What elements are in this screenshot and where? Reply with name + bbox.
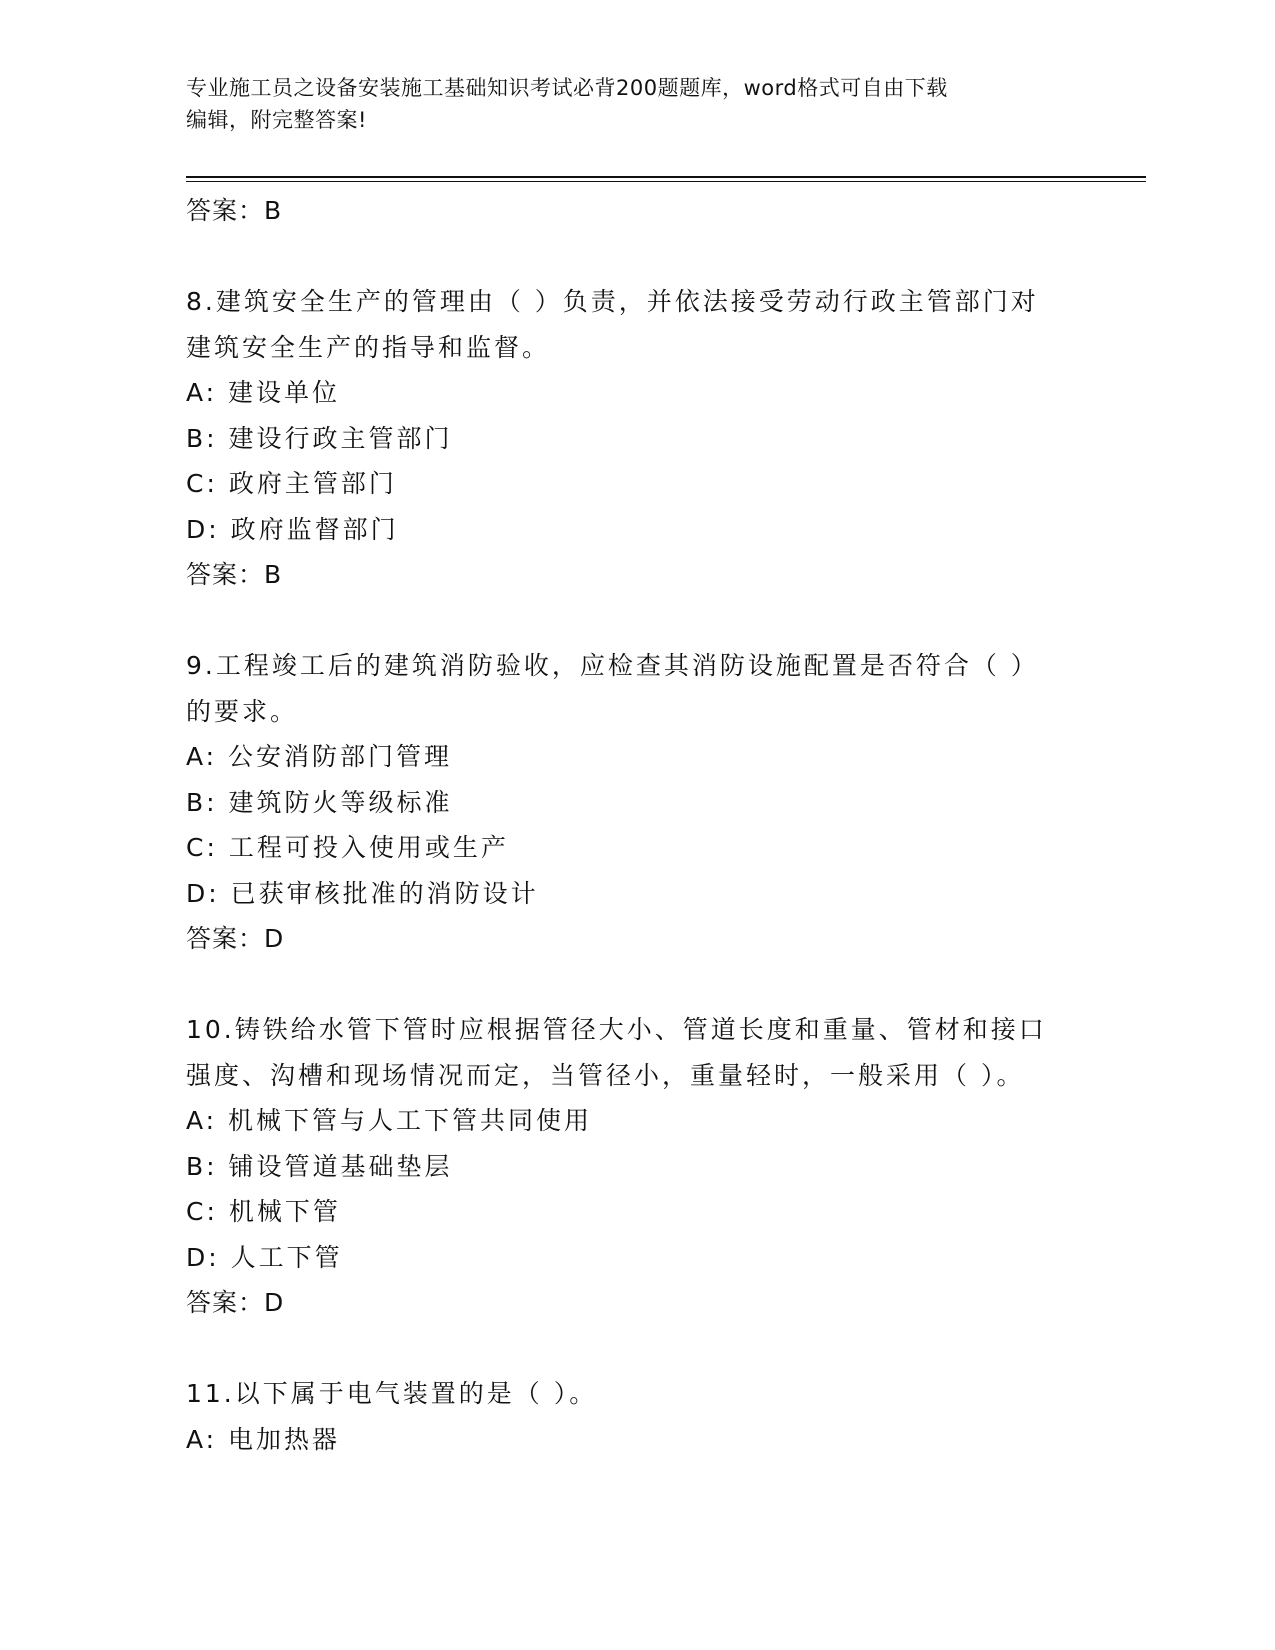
spacer: [186, 234, 1086, 280]
spacer: [186, 1326, 1086, 1372]
question-stem-line: 强度、沟槽和现场情况而定，当管径小，重量轻时，一般采用（ ）。: [186, 1060, 1025, 1090]
option-c: C: 机械下管: [186, 1197, 341, 1226]
question-answer: 答案：D: [186, 1288, 285, 1317]
option-d: D: 已获审核批准的消防设计: [186, 878, 539, 908]
header-divider-thick: [186, 176, 1146, 178]
option-b: B: 建设行政主管部门: [186, 423, 453, 453]
question-stem-line: 建筑安全生产的指导和监督。: [186, 332, 551, 362]
page-header: [186, 72, 1066, 136]
option-c: C: 政府主管部门: [186, 469, 397, 498]
question-stem-line: 10.铸铁给水管下管时应根据管径大小、管道长度和重量、管材和接口: [186, 1015, 1047, 1044]
header-line-1: 专业施工员之设备安装施工基础知识考试必背200题题库，word格式可自由下载: [186, 76, 948, 100]
question-stem-line: 8.建筑安全生产的管理由（ ）负责，并依法接受劳动行政主管部门对: [186, 287, 1039, 316]
option-a: A: 建设单位: [186, 378, 341, 407]
header-divider-thin: [186, 181, 1146, 182]
question-stem-line: 11.以下属于电气装置的是（ ）。: [186, 1379, 598, 1408]
option-b: B: 建筑防火等级标准: [186, 787, 453, 817]
spacer: [186, 598, 1086, 644]
option-d: D: 人工下管: [186, 1242, 343, 1272]
option-a: A: 机械下管与人工下管共同使用: [186, 1106, 593, 1135]
question-stem-line: 9.工程竣工后的建筑消防验收，应检查其消防设施配置是否符合（ ）: [186, 651, 1039, 680]
option-a: A: 电加热器: [186, 1424, 341, 1454]
question-list: [186, 188, 1086, 1462]
header-line-2: 编辑，附完整答案!: [186, 108, 367, 132]
question-stem-line: 的要求。: [186, 696, 299, 726]
question-8: [186, 279, 1086, 598]
spacer: [186, 962, 1086, 1008]
question-10: [186, 1007, 1086, 1326]
previous-answer: 答案：B: [186, 196, 283, 225]
question-answer: 答案：D: [186, 924, 285, 953]
option-c: C: 工程可投入使用或生产: [186, 833, 509, 862]
option-b: B: 铺设管道基础垫层: [186, 1151, 453, 1181]
option-a: A: 公安消防部门管理: [186, 742, 453, 771]
option-d: D: 政府监督部门: [186, 514, 399, 544]
question-9: [186, 643, 1086, 962]
question-11: [186, 1371, 1086, 1462]
question-answer: 答案：B: [186, 560, 283, 589]
